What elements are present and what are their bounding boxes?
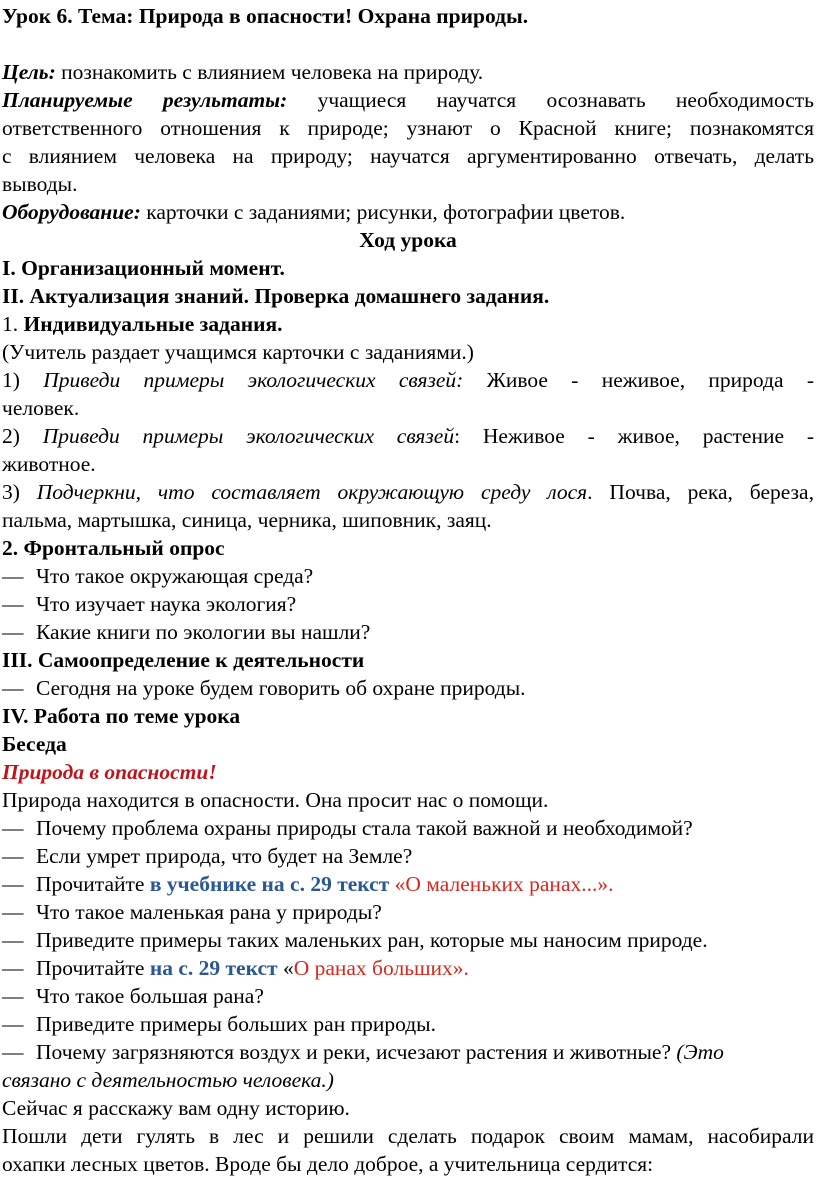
conversation-title: Беседа xyxy=(2,732,67,756)
task-3-text: . Почва, река, береза, xyxy=(587,480,814,504)
dash: — xyxy=(2,1012,24,1036)
question-q9 xyxy=(2,1038,814,1066)
dash: — xyxy=(2,564,24,588)
results-line-4: выводы. xyxy=(2,172,78,196)
quote-mark: « xyxy=(277,956,294,980)
dash: — xyxy=(2,984,24,1008)
section-3-title: III. Самоопределение к деятельности xyxy=(2,648,365,672)
danger-heading: Природа в опасности! xyxy=(2,760,217,784)
task-3 xyxy=(2,478,814,506)
question-text: Почему загрязняются воздух и реки, исчезают растения и животные? xyxy=(36,1040,677,1064)
text-title: О ранах больших». xyxy=(293,956,469,980)
question-q8 xyxy=(2,1010,814,1038)
goal-line xyxy=(2,58,814,86)
dash: — xyxy=(2,1040,24,1064)
intro-text: Природа находится в опасности. Она просит нас о помощи. xyxy=(2,788,549,812)
question-text: Что такое большая рана? xyxy=(36,984,264,1008)
textbook-reference: в учебнике на с. 29 текст xyxy=(149,872,390,896)
question-text: Прочитайте xyxy=(36,872,150,896)
task-2-cont: животное. xyxy=(2,452,96,476)
story-line-1: Сейчас я расскажу вам одну историю. xyxy=(2,1096,350,1120)
question-text: Приведите примеры больших ран природы. xyxy=(36,1012,437,1036)
task-3-instruction: Подчеркни, что составляет окружающую среду лося xyxy=(36,480,588,504)
individual-note: (Учитель раздает учащимся карточки с заданиями.) xyxy=(2,340,474,364)
question-text: Если умрет природа, что будет на Земле? xyxy=(36,844,413,868)
task-1-text: Живое - неживое, природа - xyxy=(463,368,814,392)
task-2-text: : Неживое - живое, растение - xyxy=(454,424,814,448)
section-1-title: I. Организационный момент. xyxy=(2,256,285,280)
task-3-cont: пальма, мартышка, синица, черника, шиповник, заяц. xyxy=(2,508,492,532)
question-text: Почему проблема охраны природы стала такой важной и необходимой? xyxy=(36,816,693,840)
question-q4 xyxy=(2,898,814,926)
dash: — xyxy=(2,928,24,952)
task-2-num: 2) xyxy=(2,424,43,448)
question-q5 xyxy=(2,926,814,954)
results-line-3: с влиянием человека на природу; научатся аргументированно отвечать, делать xyxy=(2,144,814,168)
results-label: Планируемые результаты: xyxy=(2,88,288,112)
question-q1 xyxy=(2,814,814,842)
frontal-question-3 xyxy=(2,618,814,646)
equipment-label: Оборудование: xyxy=(2,200,141,224)
dash: — xyxy=(2,676,24,700)
individual-title-line xyxy=(2,310,814,338)
task-1 xyxy=(2,366,814,394)
equipment-line xyxy=(2,198,814,226)
dash: — xyxy=(2,816,24,840)
task-2-instruction: Приведи примеры экологических связей xyxy=(42,424,455,448)
frontal-title: 2. Фронтальный опрос xyxy=(2,536,225,560)
results-line-1 xyxy=(2,86,814,114)
frontal-question-1 xyxy=(2,562,814,590)
question-text: Какие книги по экологии вы нашли? xyxy=(36,620,371,644)
lesson-title: Урок 6. Тема: Природа в опасности! Охрана природы. xyxy=(2,4,529,28)
dash: — xyxy=(2,592,24,616)
frontal-question-2 xyxy=(2,590,814,618)
dash: — xyxy=(2,900,24,924)
question-text: Приведите примеры таких маленьких ран, которые мы наносим природе. xyxy=(36,928,708,952)
dash: — xyxy=(2,956,24,980)
dash: — xyxy=(2,620,24,644)
lesson-heading: Ход урока xyxy=(359,228,457,252)
task-1-num: 1) xyxy=(2,368,44,392)
results-line-2: ответственного отношения к природе; узнают о Красной книге; познакомятся xyxy=(2,116,814,140)
question-q7 xyxy=(2,982,814,1010)
story-line-2: Пошли дети гулять в лес и решили сделать подарок своим мамам, насобирали xyxy=(2,1124,814,1148)
answer-hint: (Это xyxy=(676,1040,724,1064)
section-4-title: IV. Работа по теме урока xyxy=(2,704,241,728)
text-title: «О маленьких ранах...». xyxy=(389,872,614,896)
question-text: Что изучает наука экология? xyxy=(36,592,297,616)
task-2 xyxy=(2,422,814,450)
question-text: Прочитайте xyxy=(36,956,150,980)
section-3-item xyxy=(2,674,814,702)
task-1-cont: человек. xyxy=(2,396,80,420)
individual-num: 1. xyxy=(2,312,24,336)
question-text: Что такое окружающая среда? xyxy=(36,564,314,588)
question-q9-cont: связано с деятельностью человека.) xyxy=(2,1068,334,1092)
question-text: Что такое маленькая рана у природы? xyxy=(36,900,382,924)
question-q2 xyxy=(2,842,814,870)
textbook-reference: на с. 29 текст xyxy=(149,956,278,980)
question-q6 xyxy=(2,954,814,982)
goal-text: познакомить с влиянием человека на природу. xyxy=(55,60,484,84)
dash: — xyxy=(2,872,24,896)
question-q3 xyxy=(2,870,814,898)
dash: — xyxy=(2,844,24,868)
individual-title: Индивидуальные задания. xyxy=(23,312,283,336)
results-text-1: учащиеся научатся осознавать необходимость xyxy=(287,88,814,112)
equipment-text: карточки с заданиями; рисунки, фотографии цветов. xyxy=(140,200,626,224)
item-text: Сегодня на уроке будем говорить об охране природы. xyxy=(36,676,526,700)
task-3-num: 3) xyxy=(2,480,37,504)
section-2-title: II. Актуализация знаний. Проверка домашнего задания. xyxy=(2,284,550,308)
task-1-instruction: Приведи примеры экологических связей: xyxy=(43,368,464,392)
goal-label: Цель: xyxy=(2,60,56,84)
story-line-3: охапки лесных цветов. Вроде бы дело доброе, а учительница сердится: xyxy=(2,1152,654,1176)
